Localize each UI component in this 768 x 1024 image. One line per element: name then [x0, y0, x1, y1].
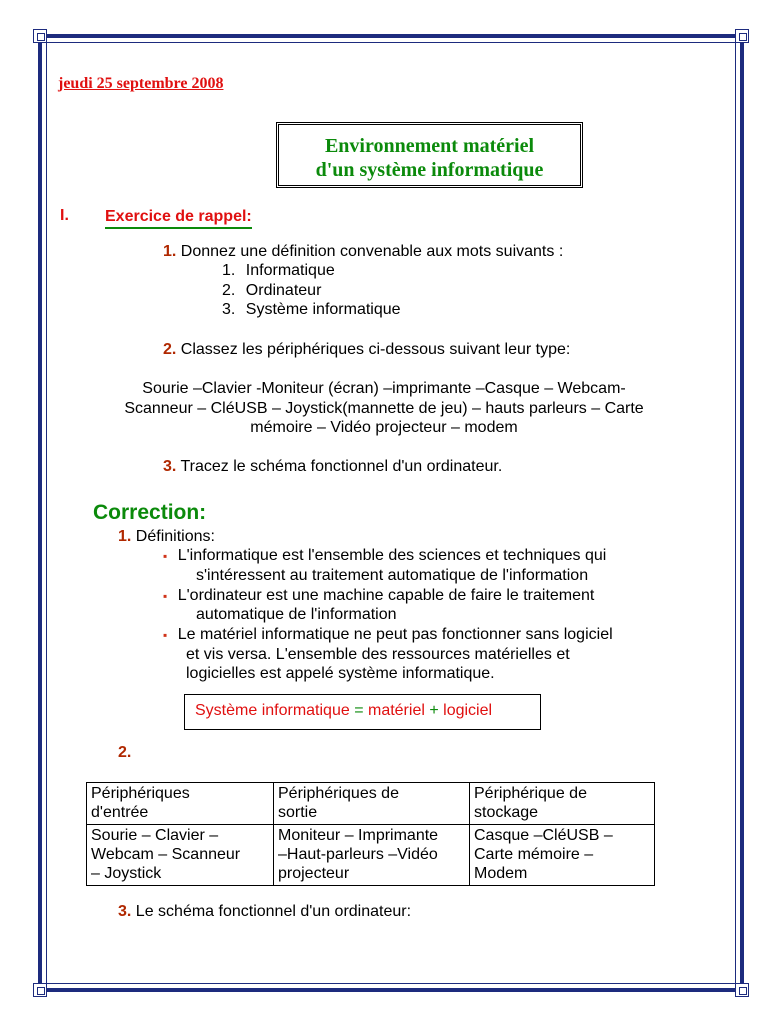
list-item-text: Informatique: [245, 262, 335, 279]
list-item-text: Système informatique: [245, 301, 401, 318]
correction-heading: Correction:: [93, 501, 207, 524]
correction-label: Définitions:: [135, 528, 215, 545]
cell-line: Webcam – Scanneur: [91, 846, 241, 863]
correction-number: 2.: [118, 744, 132, 761]
document-date: jeudi 25 septembre 2008: [58, 75, 224, 92]
document-title-line2: d'un système informatique: [315, 159, 544, 181]
table-header-row: [87, 783, 655, 825]
question-text: Tracez le schéma fonctionnel d'un ordinateur.: [180, 458, 503, 475]
question-text: Donnez une définition convenable aux mots suivants :: [180, 243, 564, 260]
question-text: Classez les périphériques ci-dessous suivant leur type:: [180, 341, 571, 358]
section-number: I.: [60, 207, 69, 224]
correction-text: Le schéma fonctionnel d'un ordinateur:: [135, 903, 412, 920]
list-item: [222, 261, 335, 280]
definition-bullet: [163, 546, 606, 566]
definition-text: Le matériel informatique ne peut pas fonctionner sans logiciel: [177, 626, 613, 643]
document-title-line1: Environnement matériel: [324, 135, 535, 157]
list-item-text: Ordinateur: [245, 282, 322, 299]
cell-line: Périphériques: [91, 785, 190, 802]
table-header-cell: [87, 783, 274, 825]
definition-bullet: [163, 586, 594, 606]
table-cell: [470, 825, 655, 886]
formula-term: Système informatique: [195, 702, 350, 719]
correction-number: 1.: [118, 528, 132, 545]
cell-line: sortie: [278, 804, 318, 821]
list-item-number: 3.: [222, 301, 236, 318]
frame-corner-ornament: [735, 983, 749, 997]
cell-line: Casque –CléUSB –: [474, 827, 613, 844]
list-item: [222, 281, 321, 300]
cell-line: – Joystick: [91, 865, 162, 882]
bullet-square-icon: ▪: [163, 549, 168, 563]
cell-line: d'entrée: [91, 804, 149, 821]
cell-line: projecteur: [278, 865, 350, 882]
cell-line: Moniteur – Imprimante: [278, 827, 439, 844]
definition-text: L'informatique est l'ensemble des sciences et techniques qui: [177, 547, 607, 564]
cell-line: Carte mémoire –: [474, 846, 594, 863]
question-3: [163, 457, 502, 476]
correction-number: 3.: [118, 903, 132, 920]
formula-term: matériel: [367, 702, 425, 719]
list-item-number: 1.: [222, 262, 236, 279]
frame-corner-ornament: [735, 29, 749, 43]
cell-line: –Haut-parleurs –Vidéo: [278, 846, 438, 863]
formula-equals: =: [354, 702, 364, 719]
definition-text: L'ordinateur est une machine capable de faire le traitement: [177, 587, 595, 604]
table-cell: [87, 825, 274, 886]
formula-box: [184, 694, 541, 730]
cell-line: Périphériques de: [278, 785, 399, 802]
frame-corner-ornament: [33, 29, 47, 43]
question-2: [163, 340, 570, 359]
peripherals-list-line: Scanneur – CléUSB – Joystick(mannette de jeu) – hauts parleurs – Carte: [124, 400, 644, 417]
formula-plus: +: [429, 702, 439, 719]
table-row: [87, 825, 655, 886]
peripherals-list-line: Sourie –Clavier -Moniteur (écran) –imprimante –Casque – Webcam-: [142, 380, 626, 397]
frame-corner-ornament: [33, 983, 47, 997]
cell-line: Modem: [474, 865, 528, 882]
bullet-square-icon: ▪: [163, 589, 168, 603]
bullet-square-icon: ▪: [163, 628, 168, 642]
correction-item-2: [118, 743, 131, 762]
table-header-cell: [274, 783, 470, 825]
peripherals-table: [86, 782, 655, 886]
list-item: [222, 300, 401, 319]
cell-line: Périphérique de: [474, 785, 587, 802]
document-title-box: [276, 122, 583, 188]
formula-term: logiciel: [443, 702, 493, 719]
definition-text-continued: logicielles est appelé système informatique.: [186, 665, 495, 682]
peripherals-list-line: mémoire – Vidéo projecteur – modem: [250, 419, 518, 436]
table-cell: [274, 825, 470, 886]
definition-bullet: [163, 625, 613, 645]
question-number: 3.: [163, 458, 177, 475]
definition-text-continued: automatique de l'information: [196, 606, 397, 623]
cell-line: stockage: [474, 804, 539, 821]
definition-text-continued: s'intéressent au traitement automatique de l'information: [196, 567, 589, 584]
correction-item-3: [118, 902, 411, 921]
question-number: 1.: [163, 243, 177, 260]
cell-line: Sourie – Clavier –: [91, 827, 219, 844]
question-number: 2.: [163, 341, 177, 358]
correction-item-1: [118, 527, 215, 546]
definition-text-continued: et vis versa. L'ensemble des ressources matérielles et: [186, 646, 570, 663]
list-item-number: 2.: [222, 282, 236, 299]
table-header-cell: [470, 783, 655, 825]
section-title: Exercice de rappel:: [105, 207, 252, 229]
question-1: [163, 242, 563, 261]
